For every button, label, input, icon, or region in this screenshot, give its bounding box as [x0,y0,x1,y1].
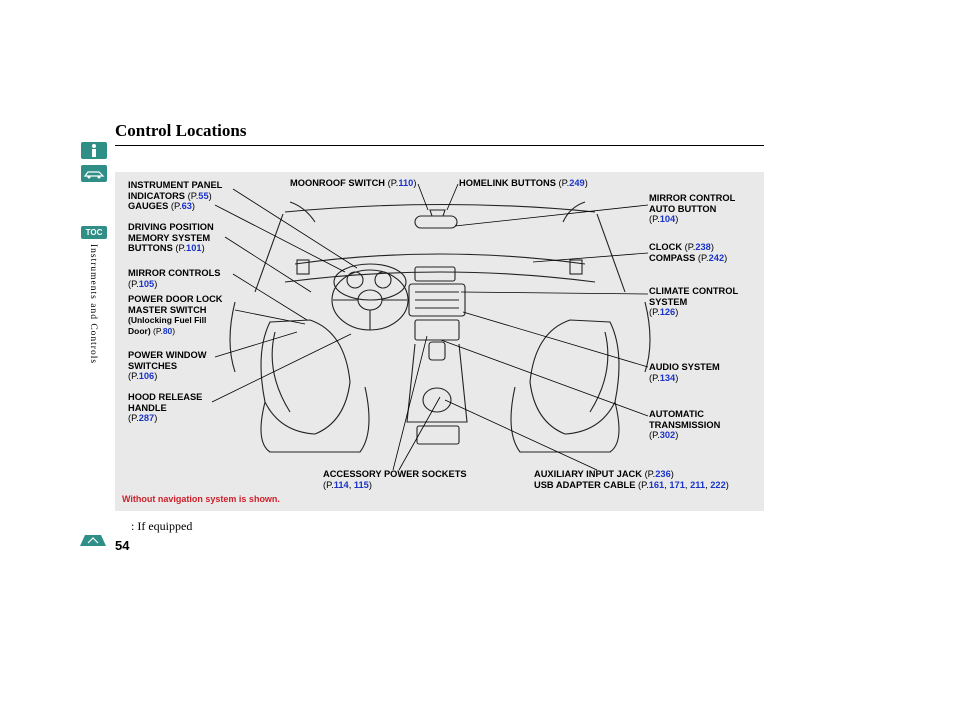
page-link-302[interactable]: 302 [659,430,676,440]
label-power-window: POWER WINDOW SWITCHES (P.106) [128,350,207,381]
page-link-106[interactable]: 106 [138,371,155,381]
page-link-161[interactable]: 161 [648,479,665,490]
label-driving-memory: DRIVING POSITION MEMORY SYSTEM BUTTONS (P.101) [128,222,214,253]
section-label: Instruments and Controls [88,244,98,365]
page-title: Control Locations [115,121,247,140]
title-rule [115,145,764,146]
label-homelink: HOMELINK BUTTONS (P.249) [459,178,588,188]
label-aux-input: AUXILIARY INPUT JACK (P.236) USB ADAPTER CABLE (P.161, 171, 211, 222) [534,469,729,490]
page-link-63[interactable]: 63 [181,201,192,211]
navigation-note: Without navigation system is shown. [122,494,280,504]
page-link-80[interactable]: 80 [162,325,173,336]
page-link-55[interactable]: 55 [198,190,209,201]
info-icon[interactable] [81,142,107,159]
label-mirror-controls: MIRROR CONTROLS (P.105) [128,268,221,289]
label-transmission: AUTOMATIC TRANSMISSION (P.302) [649,409,721,440]
label-moonroof: MOONROOF SWITCH (P.110) [290,178,417,188]
page-link-115[interactable]: 115 [353,479,369,490]
label-mirror-auto: MIRROR CONTROL AUTO BUTTON (P.104) [649,193,736,224]
footnote: : If equipped [131,519,193,533]
car-icon[interactable] [81,165,107,182]
page-link-110[interactable]: 110 [398,178,414,188]
page-link-101[interactable]: 101 [186,243,202,253]
page-link-249[interactable]: 249 [569,178,585,188]
page-number: 54 [115,538,130,553]
page-link-287[interactable]: 287 [138,413,155,423]
label-clock: CLOCK (P.238) COMPASS (P.242) [649,242,728,263]
page-link-134[interactable]: 134 [659,372,676,383]
page-link-171[interactable]: 171 [669,479,685,490]
toc-button[interactable]: TOC [81,226,107,239]
page-link-242[interactable]: 242 [708,252,725,263]
page-link-126[interactable]: 126 [659,307,676,317]
label-instrument-panel: INSTRUMENT PANEL INDICATORS (P.55) GAUGES (P.63) [128,180,223,211]
page-link-238[interactable]: 238 [695,242,711,252]
page-link-236[interactable]: 236 [655,469,671,479]
page-link-211[interactable]: 211 [690,479,706,490]
label-hood-release: HOOD RELEASE HANDLE (P.287) [128,392,203,423]
label-accessory-sockets: ACCESSORY POWER SOCKETS (P.114, 115) [323,469,467,490]
page-link-104[interactable]: 104 [659,214,676,224]
label-audio: AUDIO SYSTEM (P.134) [649,362,720,383]
page-link-114[interactable]: 114 [333,479,349,490]
page-link-105[interactable]: 105 [138,278,155,289]
page-link-222[interactable]: 222 [710,479,726,490]
label-climate: CLIMATE CONTROL SYSTEM (P.126) [649,286,739,317]
label-door-lock: POWER DOOR LOCK MASTER SWITCH (Unlocking Fuel Fill Door) (P.80) [128,294,223,336]
home-icon[interactable] [79,532,107,547]
